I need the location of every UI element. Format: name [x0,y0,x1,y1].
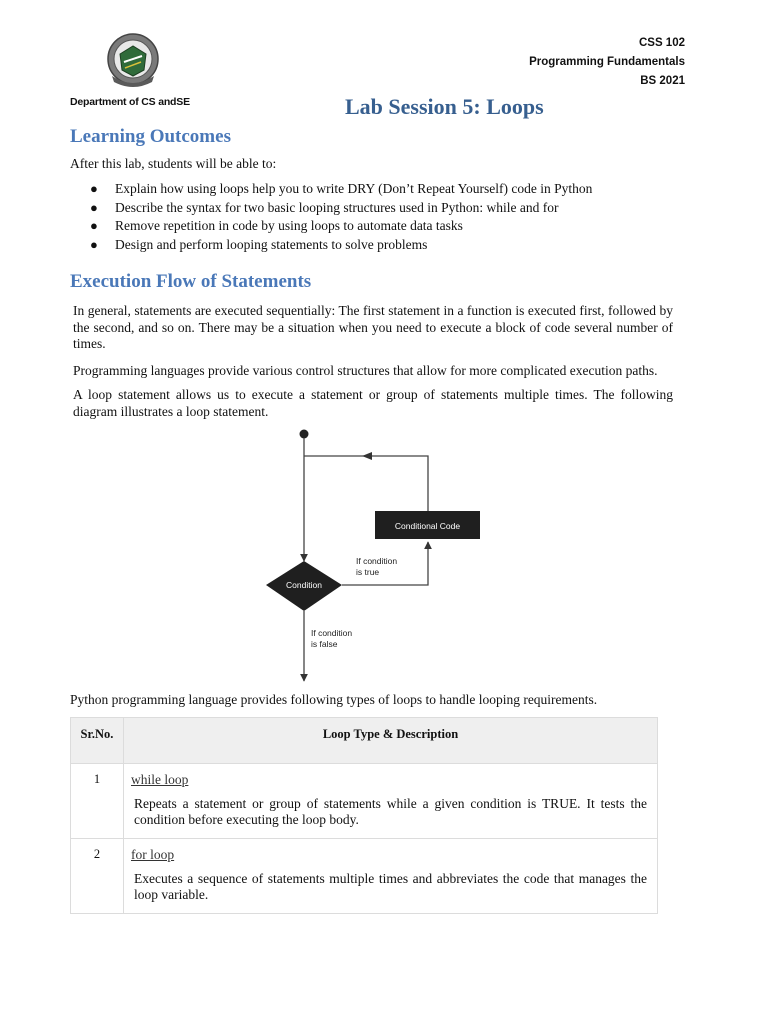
while-loop-link[interactable]: while loop [131,772,189,787]
loop-types-table [70,717,658,914]
row-description-cell [124,764,658,839]
university-logo [106,32,160,90]
while-loop-description: Repeats a statement or group of statements while a given condition is TRUE. It tests the condition before executing the loop body. [134,796,647,827]
outcomes-intro: After this lab, students will be able to: [70,156,277,171]
learning-outcomes-heading: Learning Outcomes [70,126,231,147]
course-name: Programming Fundamentals [529,56,685,68]
paragraph: A loop statement allows us to execute a statement or group of statements multiple times. The following diagram illustrates a loop statement. [73,387,673,419]
bullet-icon: ● [90,218,98,234]
row-number: 1 [71,764,124,839]
table-row [71,839,658,914]
conditional-code-label: Conditional Code [394,521,461,531]
bullet-icon: ● [90,199,98,215]
bullet-icon: ● [90,181,98,196]
course-code: CSS 102 [638,37,685,49]
row-number: 2 [71,839,124,914]
bullet-icon: ● [90,237,98,253]
column-header-description: Loop Type & Description [124,718,658,764]
true-branch-label-2: is true [356,567,380,577]
list-item: ● Remove repetition in code by using loops to automate data tasks [70,217,690,236]
department-name: Department of CS andSE [70,96,190,108]
row-description-cell [124,839,658,914]
course-info [529,34,685,91]
batch: BS 2021 [640,75,685,87]
loop-flow-diagram [258,425,488,685]
outcomes-list [70,180,690,255]
true-branch-label-1: If condition [356,556,398,566]
false-branch-label-2: is false [311,639,338,649]
paragraph: In general, statements are executed sequentially: The first statement in a function is executed first, followed by the second, and so on. There may be a situation when you need to execute a block of code several number of times. [73,303,673,351]
for-loop-description: Executes a sequence of statements multiple times and abbreviates the code that manages the loop variable. [134,871,647,902]
table-row [71,764,658,839]
loop-back-arrowhead [362,452,372,460]
execution-flow-heading: Execution Flow of Statements [70,271,312,292]
list-item: ● Describe the syntax for two basic looping structures used in Python: while and for [70,199,690,218]
false-branch-label-1: If condition [311,628,353,638]
loop-types-intro: Python programming language provides following types of loops to handle looping requirements. [70,692,598,707]
paragraph: Programming languages provide various control structures that allow for more complicated execution paths. [73,363,658,378]
loop-back-arrow [304,456,428,511]
for-loop-link[interactable]: for loop [131,847,175,862]
list-item: ● Design and perform looping statements to solve problems [70,236,690,255]
lab-title: Lab Session 5: Loops [345,94,544,119]
start-node [300,430,309,439]
list-item: ● Explain how using loops help you to write DRY (Don’t Repeat Yourself) code in Python [70,180,690,199]
column-header-srno: Sr.No. [71,718,124,764]
condition-label: Condition [286,580,322,590]
table-header-row [71,718,658,764]
